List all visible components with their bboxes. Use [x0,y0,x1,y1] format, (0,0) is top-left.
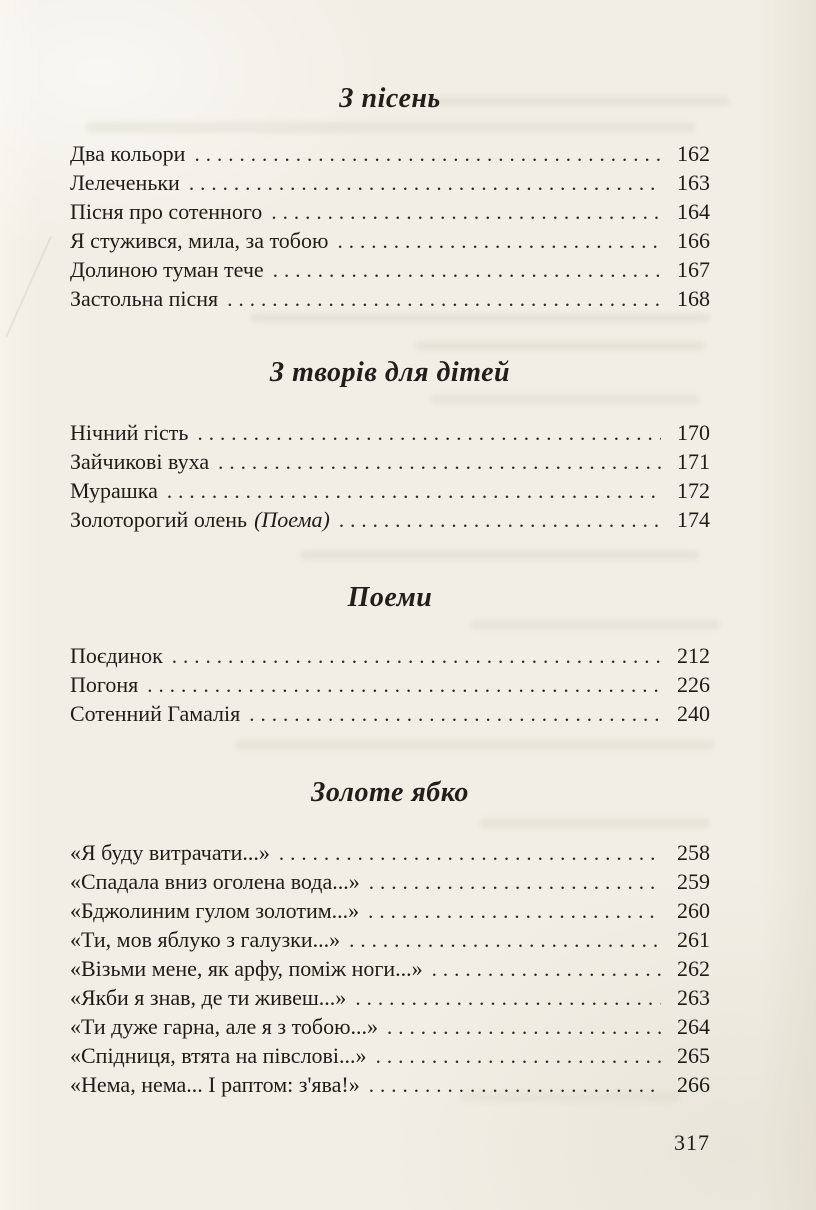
entry-page-number: 266 [677,1072,710,1097]
toc-section-poemy [70,581,710,728]
toc-entry [70,447,710,476]
toc-entry [70,867,710,896]
entry-page-number: 171 [677,449,710,474]
dot-leader [355,983,661,1005]
dot-leader [227,284,661,306]
dot-leader [368,896,661,918]
section-title: Поеми [347,582,433,613]
entry-page-number: 240 [677,701,710,726]
dot-leader [197,418,661,440]
entry-page-number: 164 [677,199,710,224]
entry-title: Мурашка [70,478,158,503]
toc-entry [70,476,710,505]
toc-section-zolote-yabko [70,776,710,1099]
toc-entry [70,226,710,255]
section-title: З пісень [339,83,441,114]
entry-title: Долиною туман тече [70,257,264,282]
dot-leader [279,838,661,860]
entry-title: «Візьми мене, як арфу, поміж ноги...» [70,956,423,981]
paper-crease [6,237,52,338]
entry-page-number: 259 [677,869,710,894]
entry-title: Зайчикові вуха [70,449,210,474]
entry-page-number: 261 [677,927,710,952]
dot-leader [337,226,661,248]
toc-entry [70,896,710,925]
toc-entry [70,139,710,168]
entry-page-number: 265 [677,1043,710,1068]
entry-page-number: 258 [677,840,710,865]
entry-title: «Спадала вниз оголена вода...» [70,869,360,894]
toc-entry [70,284,710,313]
toc-entry [70,954,710,983]
entry-title: Пісня про сотенного [70,199,263,224]
dot-leader [387,1012,661,1034]
entry-title-text: Золоторогий олень [70,507,248,532]
entry-title: Застольна пісня [70,286,219,311]
toc-entry-list [70,139,710,313]
entry-page-number: 262 [677,956,710,981]
entry-page-number: 263 [677,985,710,1010]
toc-entry [70,255,710,284]
entry-page-number: 226 [677,672,710,697]
toc-entry-list [70,418,710,534]
dot-leader [369,1070,661,1092]
entry-page-number: 167 [677,257,710,282]
dot-leader [376,1041,661,1063]
toc-entry [70,168,710,197]
dot-leader [273,255,661,277]
entry-title: Сотенний Гамалія [70,701,241,726]
dot-leader [349,925,661,947]
section-title: З творів для дітей [269,357,511,388]
entry-title: Погоня [70,672,139,697]
entry-title: Лелеченьки [70,170,180,195]
entry-title: Два кольори [70,141,186,166]
dot-leader [189,168,661,190]
entry-page-number: 172 [677,478,710,503]
entry-page-number: 260 [677,898,710,923]
entry-title [70,505,330,534]
entry-page-number: 174 [677,507,710,532]
entry-page-number: 168 [677,286,710,311]
dot-leader [218,447,661,469]
entry-page-number: 166 [677,228,710,253]
dot-leader [194,139,661,161]
entry-title: Поєдинок [70,643,163,668]
toc-content [70,0,710,1210]
toc-entry-list [70,641,710,728]
dot-leader [249,699,661,721]
toc-entry [70,983,710,1012]
toc-entry [70,1070,710,1099]
toc-entry [70,641,710,670]
dot-leader [271,197,661,219]
entry-title: «Ти, мов яблуко з галузки...» [70,927,341,952]
toc-entry [70,925,710,954]
toc-entry [70,1041,710,1070]
entry-page-number: 163 [677,170,710,195]
toc-entry [70,505,710,534]
toc-entry [70,418,710,447]
toc-entry [70,670,710,699]
entry-page-number: 170 [677,420,710,445]
toc-entry [70,699,710,728]
page-number-folio: 317 [674,1130,710,1155]
dot-leader [339,505,661,527]
entry-title: «Бджолиним гулом золотим...» [70,898,360,923]
entry-title: «Я буду витрачати...» [70,840,270,865]
toc-section-tvory-dlia-ditei [70,356,710,534]
entry-title: «Спідниця, втята на півслові...» [70,1043,367,1068]
section-title: Золоте ябко [311,777,469,808]
entry-page-number: 212 [677,643,710,668]
toc-entry [70,1012,710,1041]
entry-title: Я стужився, мила, за тобою [70,228,329,253]
entry-page-number: 162 [677,141,710,166]
toc-section-pisen [70,82,710,313]
toc-entry [70,838,710,867]
dot-leader [172,641,661,663]
entry-page-number: 264 [677,1014,710,1039]
entry-title: Нічний гість [70,420,189,445]
entry-genre-note: (Поема) [254,507,330,532]
toc-entry [70,197,710,226]
dot-leader [369,867,661,889]
entry-title: «Ти дуже гарна, але я з тобою...» [70,1014,379,1039]
dot-leader [167,476,661,498]
dot-leader [147,670,661,692]
toc-entry-list [70,838,710,1099]
dot-leader [432,954,661,976]
entry-title: «Якби я знав, де ти живеш...» [70,985,347,1010]
entry-title: «Нема, нема... І раптом: з'ява!» [70,1072,360,1097]
